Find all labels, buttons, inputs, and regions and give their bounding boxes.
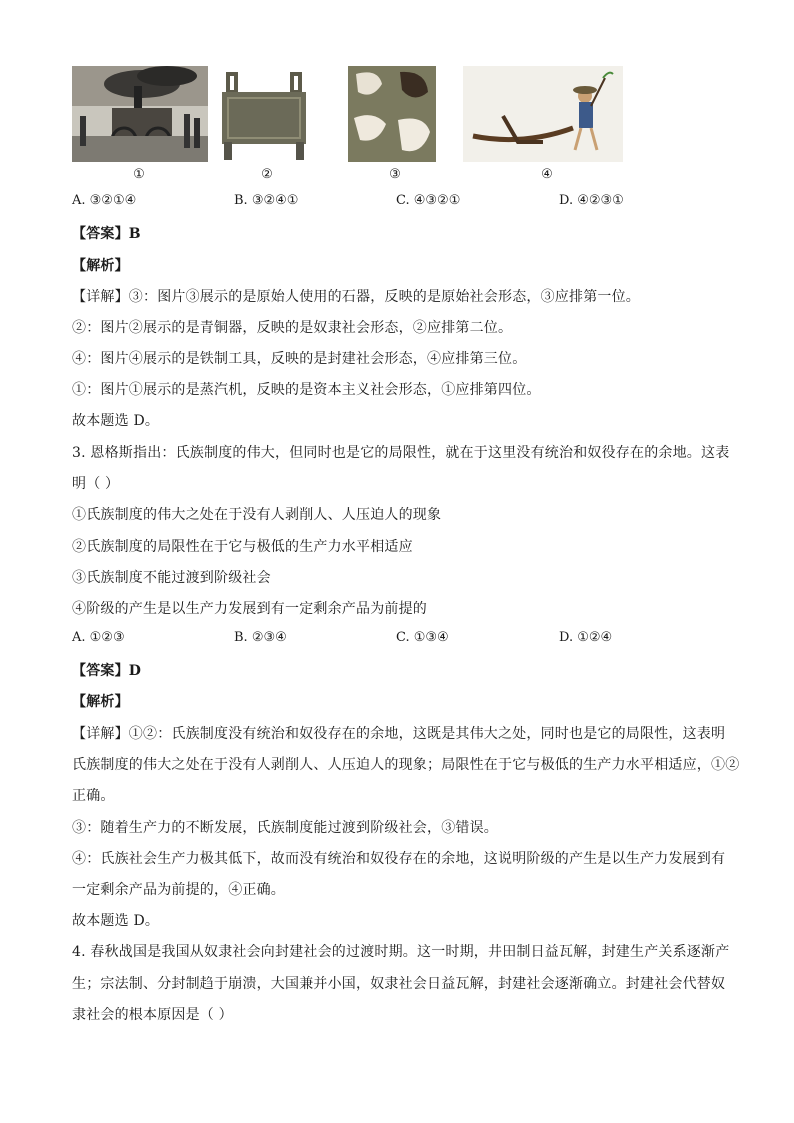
q3-option-a: A. ①②③ <box>72 630 125 645</box>
q2-detail-line: ④：图片④展示的是铁制工具，反映的是封建社会形态，④应排第三位。 <box>72 351 527 367</box>
q3-item: ②氏族制度的局限性在于它与极低的生产力水平相适应 <box>72 539 413 555</box>
image-3-label: ③ <box>389 167 401 182</box>
iron-plough-icon <box>463 66 623 162</box>
q3-conclusion: 故本题选 D。 <box>72 913 160 929</box>
q3-detail-line: ③：随着生产力的不断发展，氏族制度能过渡到阶级社会，③错误。 <box>72 820 498 836</box>
q4-stem: 隶社会的根本原因是（ ） <box>72 1007 233 1023</box>
q3-detail-line: 一定剩余产品为前提的，④正确。 <box>72 882 285 898</box>
bronze-ding-icon <box>216 66 312 162</box>
q3-detail-line: 正确。 <box>72 788 115 804</box>
q2-conclusion: 故本题选 D。 <box>72 413 160 429</box>
q3-detail-line: ④：氏族社会生产力极其低下，故而没有统治和奴役存在的余地，这说明阶级的产生是以生产力发展到有 <box>72 851 726 867</box>
q3-item: ③氏族制度不能过渡到阶级社会 <box>72 570 271 586</box>
steam-locomotive-icon <box>72 66 208 162</box>
image-3-stone-tools <box>348 66 436 162</box>
q2-option-b: B. ③②④① <box>234 193 299 208</box>
q2-detail-line: 【详解】③：图片③展示的是原始人使用的石器，反映的是原始社会形态，③应排第一位。 <box>72 289 640 305</box>
q3-item: ④阶级的产生是以生产力发展到有一定剩余产品为前提的 <box>72 601 427 617</box>
q3-detail-line: 氏族制度的伟大之处在于没有人剥削人、人压迫人的现象；局限性在于它与极低的生产力水平相适应，①② <box>72 757 740 773</box>
q2-option-c: C. ④③②① <box>396 193 461 208</box>
image-1-steam-locomotive <box>72 66 208 162</box>
q3-option-d: D. ①②④ <box>559 630 613 645</box>
q2-detail-line: ①：图片①展示的是蒸汽机，反映的是资本主义社会形态，①应排第四位。 <box>72 382 541 398</box>
stone-tools-icon <box>348 66 436 162</box>
q3-analysis-heading: 【解析】 <box>72 694 129 710</box>
image-1-label: ① <box>133 167 145 182</box>
q2-detail-line: ②：图片②展示的是青铜器，反映的是奴隶社会形态，②应排第二位。 <box>72 320 513 336</box>
q2-option-a: A. ③②①④ <box>72 193 137 208</box>
q3-item: ①氏族制度的伟大之处在于没有人剥削人、人压迫人的现象 <box>72 507 442 523</box>
image-2-bronze-ding <box>216 66 312 162</box>
q2-analysis-heading: 【解析】 <box>72 258 129 274</box>
q3-stem: 3. 恩格斯指出：氏族制度的伟大，但同时也是它的局限性，就在于这里没有统治和奴役存在的余地。这表 <box>72 445 730 461</box>
q4-stem: 生；宗法制、分封制趋于崩溃，大国兼并小国，奴隶社会日益瓦解，封建社会逐渐确立。封建社会代替奴 <box>72 976 726 992</box>
q3-option-c: C. ①③④ <box>396 630 449 645</box>
q3-option-b: B. ②③④ <box>234 630 287 645</box>
image-4-label: ④ <box>541 167 553 182</box>
q3-detail-line: 【详解】①②：氏族制度没有统治和奴役存在的余地，这既是其伟大之处，同时也是它的局限性，这表明 <box>72 726 726 742</box>
q2-option-d: D. ④②③① <box>559 193 624 208</box>
image-4-plough-farmer <box>463 66 623 162</box>
q2-answer: 【答案】B <box>72 226 141 242</box>
q4-stem: 4. 春秋战国是我国从奴隶社会向封建社会的过渡时期。这一时期，井田制日益瓦解，封建生产关系逐渐产 <box>72 944 730 960</box>
image-2-label: ② <box>261 167 273 182</box>
q3-stem: 明（ ） <box>72 476 120 492</box>
q3-answer: 【答案】D <box>72 663 142 679</box>
